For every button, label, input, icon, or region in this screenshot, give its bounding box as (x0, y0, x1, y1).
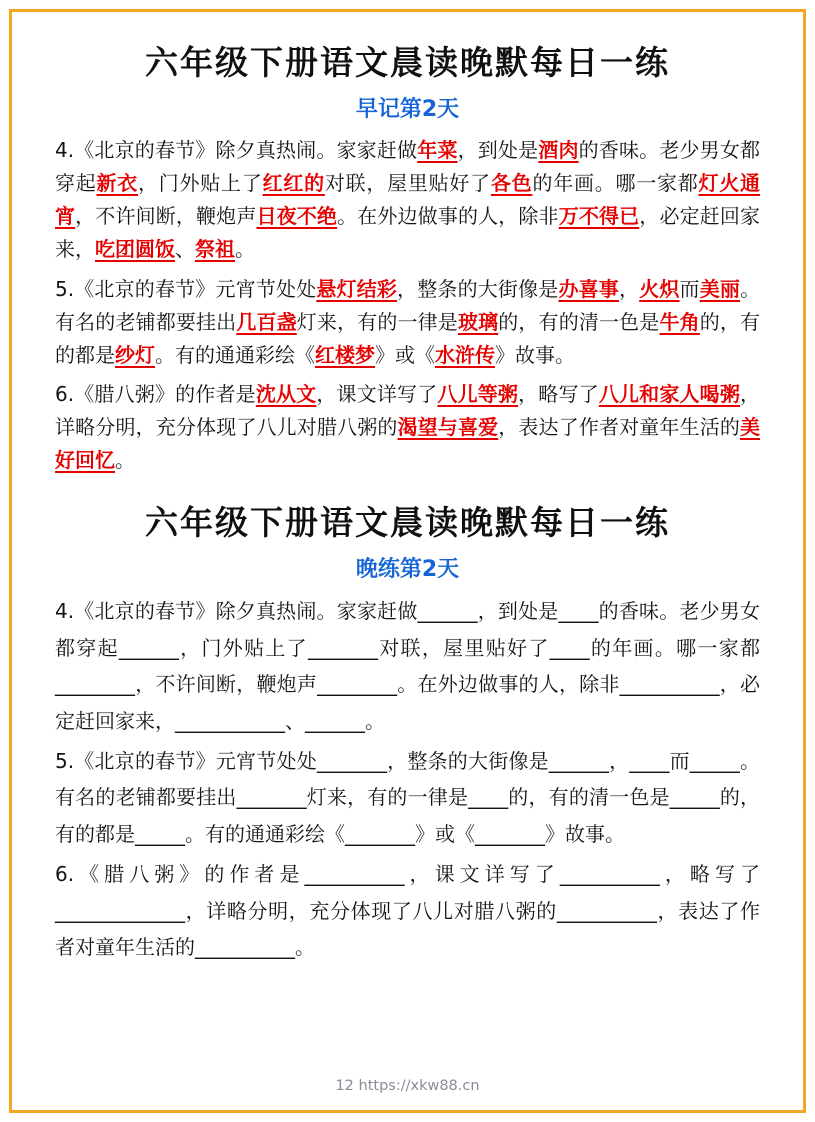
worksheet-paragraph (55, 378, 760, 478)
fill-in-blank: ____ (558, 599, 599, 624)
answer-keyword: 红红的 (262, 170, 325, 195)
answer-keyword: 新衣 (96, 170, 139, 195)
fill-in-blank: ________ (317, 672, 398, 697)
answer-keyword: 美丽 (699, 276, 741, 301)
fill-in-blank: ____ (468, 785, 509, 810)
fill-in-blank: ________ (55, 672, 135, 697)
fill-in-blank: _____ (135, 821, 185, 846)
fill-in-blank: __________ (304, 862, 405, 887)
paragraph-text: ，课文详写了 (404, 862, 560, 887)
fill-in-blank: _______ (475, 821, 545, 846)
section-evening-practice (55, 502, 760, 966)
worksheet-title: 六年级下册语文晨读晚默每日一练 (145, 43, 670, 82)
answer-keyword: 年菜 (417, 137, 458, 162)
answer-keyword: 几百盏 (236, 309, 297, 334)
fill-in-blank: ______ (305, 708, 365, 733)
paragraph-text: 的，有的清一色是 (498, 309, 660, 334)
paragraph-text: 》或《 (415, 821, 475, 846)
paragraph-text: ，表达了作者对童年生活的 (498, 415, 741, 440)
paragraph-text: 的香味。老少男女都穿起 (55, 137, 761, 195)
paragraph-text: 的，有的清一色是 (508, 785, 670, 810)
paragraph-text: ，不许间断，鞭炮声 (135, 672, 318, 697)
paragraph-text: 4.《北京的春节》除夕真热闹。家家赶做 (55, 137, 418, 162)
paragraph-text: ，详略分明，充分体现了八儿对腊八粥的 (55, 382, 761, 440)
fill-in-blank: _______ (345, 821, 415, 846)
answer-keyword: 八儿等粥 (437, 382, 519, 407)
paragraph-text: ，门外贴上了 (138, 170, 263, 195)
page-footer: 12 https://xkw88.cn (335, 1078, 480, 1094)
paragraph-text: 。有名的老铺都要挂出 (55, 748, 760, 810)
fill-in-blank: _____ (689, 748, 740, 773)
worksheet-paragraph (55, 593, 760, 739)
paragraph-text: 5.《北京的春节》元宵节处处 (55, 276, 317, 301)
fill-in-blank: __________ (559, 862, 660, 887)
answer-keyword: 万不得已 (558, 204, 640, 229)
paragraph-text: 、 (285, 708, 305, 733)
paragraph-text: ， (618, 276, 640, 301)
paragraph-list-evening (55, 593, 760, 965)
paragraph-text: ，门外贴上了 (178, 635, 308, 660)
paragraph-text: 。有的通通彩绘《 (155, 342, 315, 367)
answer-keyword: 水浒传 (435, 342, 495, 367)
worksheet-paragraph (55, 856, 760, 965)
paragraph-text: 、 (175, 237, 195, 262)
fill-in-blank: _______ (236, 785, 307, 810)
fill-in-blank: _______ (307, 635, 378, 660)
answer-keyword: 各色 (490, 170, 533, 195)
day-subtitle-morning: 早记第2天 (355, 97, 460, 123)
paragraph-text: 。在外边做事的人，除非 (397, 672, 620, 697)
paragraph-text: ，整条的大街像是 (386, 748, 549, 773)
paragraph-text: 。有名的老铺都要挂出 (55, 276, 761, 334)
paragraph-text: 。有的通通彩绘《 (185, 821, 345, 846)
paragraph-text: ，略写了 (518, 382, 599, 407)
paragraph-text: ，到处是 (457, 137, 539, 162)
paragraph-text: 4.《北京的春节》除夕真热闹。家家赶做 (55, 599, 418, 624)
answer-keyword: 红楼梦 (315, 342, 375, 367)
paragraph-text: 而 (669, 748, 690, 773)
paragraph-text: 6.《腊八粥》的作者是 (55, 862, 305, 887)
worksheet-paragraph (55, 134, 760, 267)
answer-keyword: 灯火通宵 (55, 170, 761, 229)
fill-in-blank: ___________ (175, 708, 285, 733)
paragraph-text: ，必定赶回家来， (55, 204, 761, 262)
paragraph-text: 。 (235, 237, 255, 262)
paragraph-text: ，必定赶回家来， (55, 672, 761, 733)
fill-in-blank: ______ (548, 748, 609, 773)
paragraph-text: 5.《北京的春节》元宵节处处 (55, 748, 317, 773)
paragraph-text: 》故事。 (495, 342, 575, 367)
fill-in-blank: ____ (629, 748, 670, 773)
paragraph-text: 。在外边做事的人，除非 (337, 204, 559, 229)
fill-in-blank: __________ (556, 898, 657, 923)
paragraph-text: 对联，屋里贴好了 (324, 170, 491, 195)
answer-keyword: 火炽 (639, 276, 680, 301)
worksheet-title: 六年级下册语文晨读晚默每日一练 (145, 502, 670, 542)
fill-in-blank: _____ (669, 785, 720, 810)
worksheet-paragraph (55, 743, 760, 852)
paragraph-text: 6.《腊八粥》的作者是 (55, 382, 256, 407)
fill-in-blank: _____________ (55, 898, 185, 923)
answer-keyword: 美好回忆 (55, 415, 761, 473)
paragraph-text: 。 (295, 934, 315, 959)
paragraph-text: 的，有的都是 (55, 785, 761, 846)
paragraph-text: ，略写了 (659, 862, 761, 887)
paragraph-text: 对联，屋里贴好了 (377, 635, 550, 660)
answer-keyword: 玻璃 (457, 309, 499, 334)
fill-in-blank: __________ (195, 934, 295, 959)
section-morning-reading (55, 42, 760, 478)
answer-keyword: 祭祖 (195, 237, 235, 262)
fill-in-blank: __________ (619, 672, 720, 697)
paragraph-text: ，表达了作者对童年生活的 (55, 898, 760, 959)
fill-in-blank: ____ (549, 635, 590, 660)
answer-keyword: 日夜不绝 (256, 204, 338, 229)
paragraph-text: ， (608, 748, 630, 773)
paragraph-text: ，不许间断，鞭炮声 (75, 204, 257, 229)
answer-keyword: 悬灯结彩 (316, 276, 398, 301)
fill-in-blank: _______ (316, 748, 387, 773)
answer-keyword: 吃团圆饭 (95, 237, 175, 262)
paragraph-text: ，课文详写了 (316, 382, 438, 407)
paragraph-text: 的香味。老少男女都穿起 (55, 599, 760, 660)
worksheet-paragraph (55, 273, 760, 373)
paragraph-text: 》故事。 (545, 821, 625, 846)
paragraph-text: 而 (679, 276, 700, 301)
answer-keyword: 牛角 (659, 309, 700, 334)
paragraph-text: 。 (365, 708, 385, 733)
paragraph-text: 灯来，有的一律是 (296, 309, 458, 334)
answer-keyword: 渴望与喜爱 (397, 415, 499, 440)
answer-keyword: 酒肉 (538, 137, 579, 162)
fill-in-blank: ______ (118, 635, 179, 660)
paragraph-text: 》或《 (375, 342, 435, 367)
answer-keyword: 纱灯 (115, 342, 155, 367)
day-subtitle-evening: 晚练第2天 (355, 556, 460, 582)
answer-keyword: 办喜事 (558, 276, 619, 301)
paragraph-text: 的年画。哪一家都 (589, 635, 761, 660)
paragraph-list-morning (55, 134, 760, 478)
paragraph-text: ，到处是 (477, 599, 559, 624)
fill-in-blank: ______ (417, 599, 478, 624)
paragraph-text: 的年画。哪一家都 (532, 170, 699, 195)
paragraph-text: ，整条的大街像是 (397, 276, 559, 301)
paragraph-text: 的，有的都是 (55, 309, 761, 367)
paragraph-text: 灯来，有的一律是 (306, 785, 469, 810)
answer-keyword: 八儿和家人喝粥 (598, 382, 741, 407)
paragraph-text: ，详略分明，充分体现了八儿对腊八粥的 (185, 898, 557, 923)
answer-keyword: 沈从文 (255, 382, 317, 407)
paragraph-text: 。 (115, 448, 135, 473)
